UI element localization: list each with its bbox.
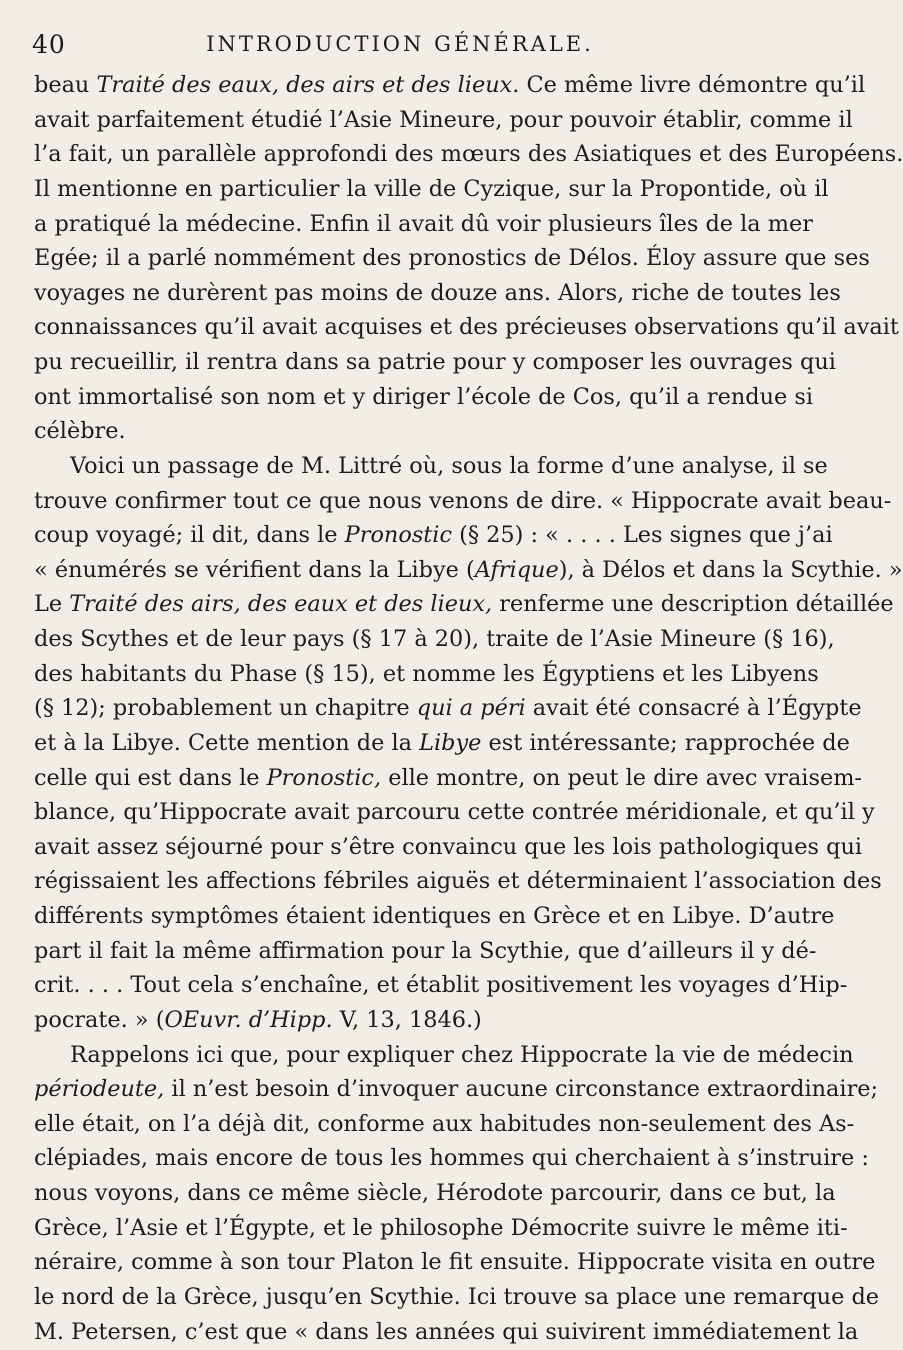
text-line: voyages ne durèrent pas moins de douze ans. Alors, riche de toutes les: [34, 279, 841, 306]
text-line: « énumérés se vérifient dans la Libye (Afrique), à Délos et dans la Scythie. »: [34, 556, 903, 583]
running-title: INTRODUCTION GÉNÉRALE.: [206, 32, 594, 56]
text-line: ont immortalisé son nom et y diriger l’école de Cos, qu’il a rendue si: [34, 383, 814, 410]
text-line: Le Traité des airs, des eaux et des lieux, renferme une description détaillée: [34, 591, 894, 618]
text-line: clépiades, mais encore de tous les hommes qui cherchaient à s’instruire :: [34, 1145, 869, 1172]
text-line: celle qui est dans le Pronostic, elle montre, on peut le dire avec vraisem-: [34, 764, 862, 791]
text-line: connaissances qu’il avait acquises et des précieuses observations qu’il avait: [34, 314, 899, 341]
text-line: des habitants du Phase (§ 15), et nomme les Égyptiens et les Libyens: [34, 660, 819, 687]
page-number: 40: [32, 30, 66, 59]
text-line: régissaient les affections fébriles aiguës et déterminaient l’association des: [34, 868, 882, 895]
text-line: différents symptômes étaient identiques en Grèce et en Libye. D’autre: [34, 903, 835, 929]
text-line: Grèce, l’Asie et l’Égypte, et le philosophe Démocrite suivre le même iti-: [34, 1214, 848, 1241]
text-line: avait assez séjourné pour s’être convaincu que les lois pathologiques qui: [34, 833, 863, 860]
text-line: et à la Libye. Cette mention de la Libye est intéressante; rapprochée de: [34, 729, 850, 756]
text-line: (§ 12); probablement un chapitre qui a péri avait été consacré à l’Égypte: [34, 695, 862, 722]
text-line: néraire, comme à son tour Platon le fit ensuite. Hippocrate visita en outre: [34, 1249, 876, 1276]
text-line: beau Traité des eaux, des airs et des lieux. Ce même livre démontre qu’il: [34, 72, 866, 98]
text-line: des Scythes et de leur pays (§ 17 à 20), traite de l’Asie Mineure (§ 16),: [34, 626, 835, 652]
text-line: a pratiqué la médecine. Enfin il avait dû voir plusieurs îles de la mer: [34, 210, 813, 237]
italic-text: Afrique: [474, 556, 559, 583]
text-line: Il mentionne en particulier la ville de Cyzique, sur la Propontide, où il: [34, 175, 829, 202]
text-line: blance, qu’Hippocrate avait parcouru cette contrée méridionale, et qu’il y: [34, 799, 875, 826]
text-line: Voici un passage de M. Littré où, sous la forme d’une analyse, il se: [70, 452, 828, 479]
text-line: coup voyagé; il dit, dans le Pronostic (§ 25) : « . . . . Les signes que j’ai: [34, 522, 833, 549]
text-line: crit. . . . Tout cela s’enchaîne, et établit positivement les voyages d’Hip-: [34, 972, 848, 999]
body-text: [34, 68, 903, 1349]
text-line: périodeute, il n’est besoin d’invoquer aucune circonstance extraordinaire;: [34, 1076, 879, 1103]
italic-text: Traité des airs, des eaux et des lieux,: [69, 591, 493, 618]
text-line: pu recueillir, il rentra dans sa patrie pour y composer les ouvrages qui: [34, 349, 836, 375]
text-line: avait parfaitement étudié l’Asie Mineure, pour pouvoir établir, comme il: [34, 106, 853, 133]
italic-text: Pronostic: [344, 522, 453, 549]
italic-text: périodeute,: [34, 1076, 165, 1103]
running-head: [32, 30, 768, 60]
text-line: le nord de la Grèce, jusqu’en Scythie. Ici trouve sa place une remarque de: [34, 1283, 880, 1310]
italic-text: qui a péri: [416, 695, 526, 722]
text-line: M. Petersen, c’est que « dans les années qui suivirent immédiatement la: [34, 1318, 859, 1345]
text-line: pocrate. » (OEuvr. d’Hipp. V, 13, 1846.): [34, 1006, 482, 1033]
italic-text: Traité des eaux, des airs et des lieux.: [96, 72, 520, 98]
text-line: elle était, on l’a déjà dit, conforme aux habitudes non-seulement des As-: [34, 1110, 855, 1137]
italic-text: OEuvr. d’Hipp.: [164, 1006, 333, 1033]
text-line: Egée; il a parlé nommément des pronostics de Délos. Éloy assure que ses: [34, 245, 870, 272]
text-line: l’a fait, un parallèle approfondi des mœurs des Asiatiques et des Européens.: [34, 141, 903, 168]
italic-text: Libye: [419, 729, 482, 756]
italic-text: Pronostic,: [266, 764, 382, 791]
text-line: célèbre.: [34, 418, 126, 445]
text-line: Rappelons ici que, pour expliquer chez Hippocrate la vie de médecin: [70, 1041, 854, 1068]
text-line: nous voyons, dans ce même siècle, Hérodote parcourir, dans ce but, la: [34, 1180, 836, 1206]
text-line: part il fait la même affirmation pour la Scythie, que d’ailleurs il y dé-: [34, 937, 817, 964]
text-line: trouve confirmer tout ce que nous venons de dire. « Hippocrate avait beau-: [34, 487, 892, 514]
